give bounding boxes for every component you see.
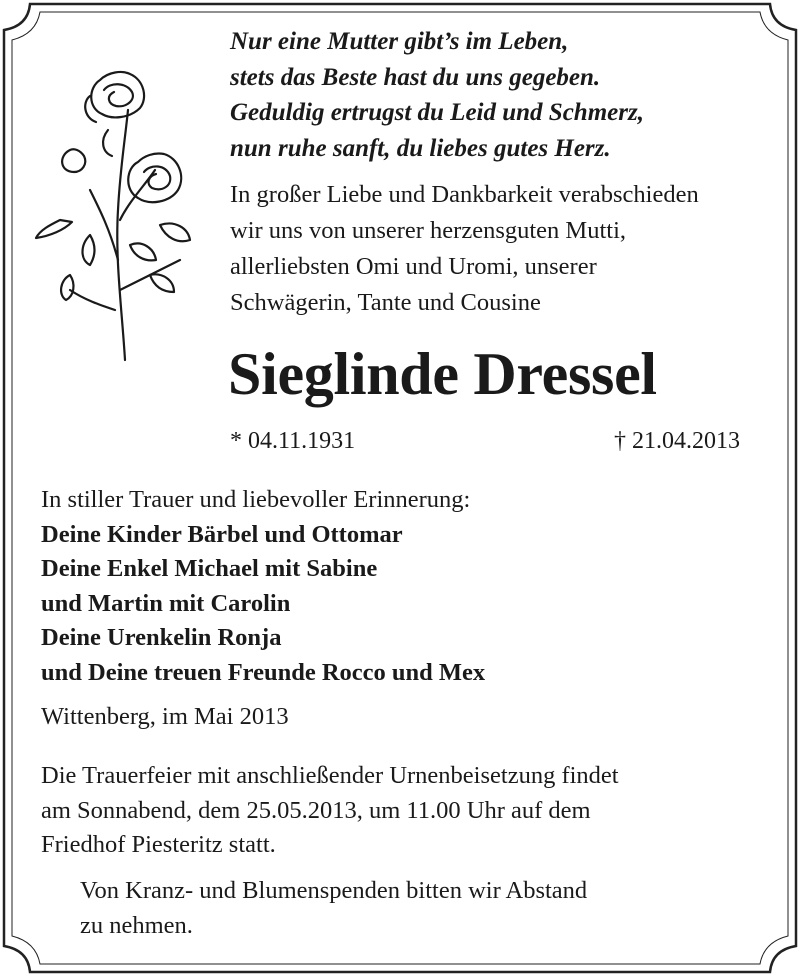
mourner-line: und Martin mit Carolin: [41, 589, 291, 617]
poem-line: stets das Beste hast du uns gegeben.: [230, 63, 601, 91]
mourners-heading: In stiller Trauer und liebevoller Erinnerung:: [41, 486, 471, 513]
mourner-line: Deine Kinder Bärbel und Ottomar: [41, 520, 403, 548]
intro-line: In großer Liebe und Dankbarkeit verabschieden: [230, 181, 699, 208]
place-date: Wittenberg, im Mai 2013: [41, 703, 289, 730]
funeral-line: Friedhof Piesteritz statt.: [41, 831, 276, 858]
flowers-note-line: zu nehmen.: [80, 911, 193, 939]
poem-line: nun ruhe sanft, du liebes gutes Herz.: [230, 134, 611, 162]
deceased-name: Sieglinde Dressel: [228, 341, 657, 407]
intro-text: [230, 177, 780, 321]
mourner-line: Deine Urenkelin Ronja: [41, 624, 282, 651]
poem-line: Nur eine Mutter gibt’s im Leben,: [230, 28, 569, 55]
intro-line: Schwägerin, Tante und Cousine: [230, 289, 541, 316]
intro-line: wir uns von unserer herzensguten Mutti,: [230, 217, 626, 244]
poem-line: Geduldig ertrugst du Leid und Schmerz,: [230, 99, 644, 126]
mourner-line: und Deine treuen Freunde Rocco und Mex: [41, 658, 486, 686]
poem: [230, 24, 770, 166]
birth-date: * 04.11.1931: [230, 428, 356, 454]
funeral-notice: [41, 759, 781, 863]
funeral-line: Die Trauerfeier mit anschließender Urnenbeisetzung findet: [41, 762, 619, 789]
intro-line: allerliebsten Omi und Uromi, unserer: [230, 253, 597, 280]
mourners-block: [41, 483, 761, 690]
flowers-note-line: Von Kranz- und Blumenspenden bitten wir Abstand: [80, 877, 588, 904]
mourner-line: Deine Enkel Michael mit Sabine: [41, 555, 378, 582]
flowers-note: [80, 874, 760, 943]
funeral-line: am Sonnabend, dem 25.05.2013, um 11.00 Uhr auf dem: [41, 796, 591, 824]
rose-illustration-icon: [30, 60, 200, 380]
death-date: † 21.04.2013: [614, 428, 740, 454]
